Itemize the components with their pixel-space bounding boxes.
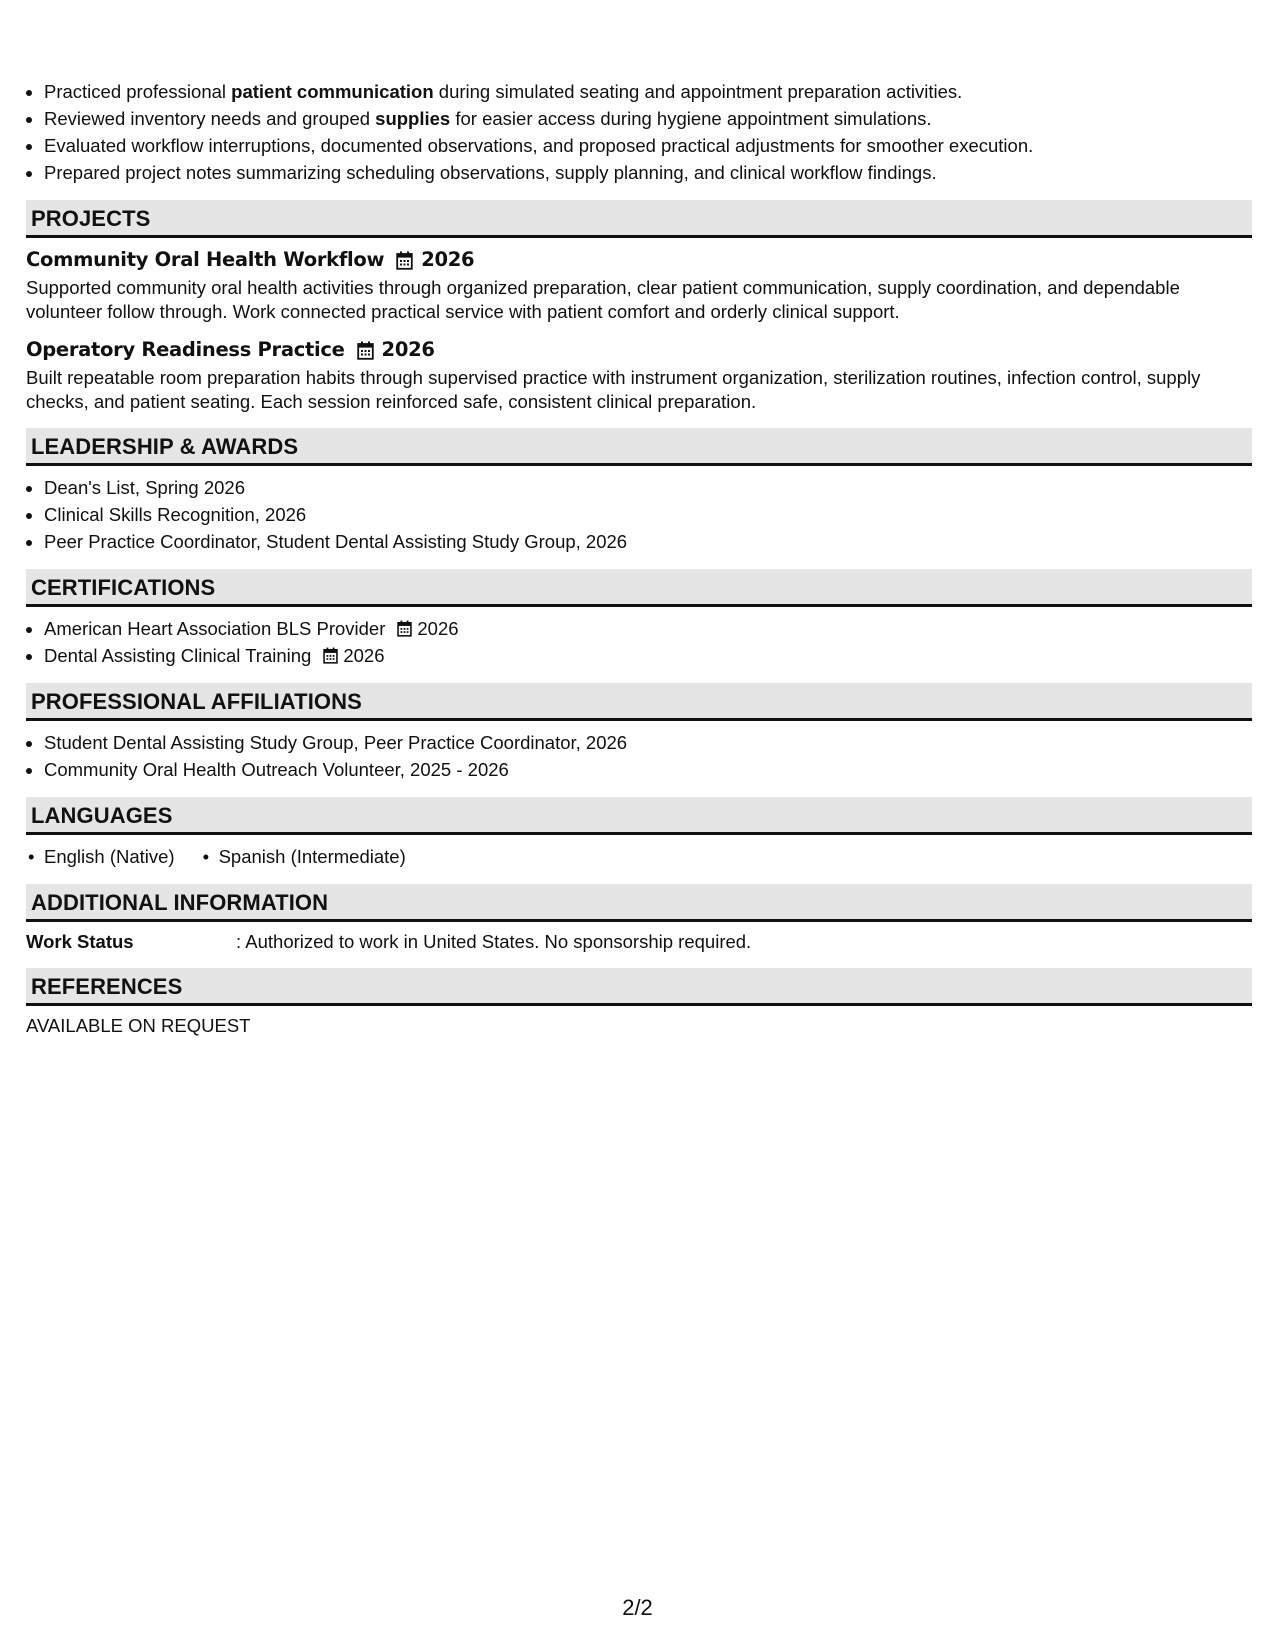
section-header-affiliations: PROFESSIONAL AFFILIATIONS bbox=[26, 683, 1252, 721]
section-header-projects: PROJECTS bbox=[26, 200, 1252, 238]
list-item: • American Heart Association BLS Provider 2026 bbox=[44, 615, 1252, 642]
resume-page bbox=[26, 78, 1252, 1038]
section-header-certifications: CERTIFICATIONS bbox=[26, 569, 1252, 607]
list-item: • Spanish (Intermediate) bbox=[201, 843, 406, 870]
list-item: • Evaluated workflow interruptions, documented observations, and proposed practical adjustments for smoother execution. bbox=[44, 132, 1252, 159]
list-item: • Dean's List, Spring 2026 bbox=[44, 474, 1252, 501]
languages-list bbox=[26, 843, 1252, 870]
project-description: Supported community oral health activities through organized preparation, clear patient communication, supply coordination, and dependable volunteer follow through. Work connected practical service with patient comfort and orderly clinical support. bbox=[26, 277, 1180, 322]
page-number: 2/2 bbox=[622, 1595, 653, 1620]
project-description: Built repeatable room preparation habits through supervised practice with instrument organization, sterilization routines, infection control, supply checks, and patient seating. Each session reinforced safe, consistent clinical preparation. bbox=[26, 367, 1201, 412]
work-status-row bbox=[26, 930, 1252, 954]
list-item: • Prepared project notes summarizing scheduling observations, supply planning, and clinical workflow findings. bbox=[44, 159, 1252, 186]
work-status-value: : Authorized to work in United States. No sponsorship required. bbox=[236, 931, 752, 952]
calendar-icon bbox=[357, 341, 374, 360]
certifications-list bbox=[26, 615, 1252, 669]
section-header-languages: LANGUAGES bbox=[26, 797, 1252, 835]
affiliations-list bbox=[26, 729, 1252, 783]
list-item: • Reviewed inventory needs and grouped supplies for easier access during hygiene appointment simulations. bbox=[44, 105, 1252, 132]
section-header-additional: ADDITIONAL INFORMATION bbox=[26, 884, 1252, 922]
experience-bullets bbox=[26, 78, 1252, 186]
list-item: • Community Oral Health Outreach Volunteer, 2025 - 2026 bbox=[44, 756, 1252, 783]
calendar-icon bbox=[396, 251, 413, 270]
references-text: AVAILABLE ON REQUEST bbox=[26, 1015, 251, 1036]
project-title: Operatory Readiness Practice 2026 bbox=[26, 338, 435, 361]
list-item: • English (Native) bbox=[26, 843, 175, 870]
list-item: • Peer Practice Coordinator, Student Dental Assisting Study Group, 2026 bbox=[44, 528, 1252, 555]
list-item: • Student Dental Assisting Study Group, Peer Practice Coordinator, 2026 bbox=[44, 729, 1252, 756]
calendar-icon bbox=[323, 647, 338, 664]
list-item: • Clinical Skills Recognition, 2026 bbox=[44, 501, 1252, 528]
calendar-icon bbox=[397, 620, 412, 637]
list-item: • Dental Assisting Clinical Training 2026 bbox=[44, 642, 1252, 669]
leadership-list bbox=[26, 474, 1252, 555]
section-header-leadership: LEADERSHIP & AWARDS bbox=[26, 428, 1252, 466]
list-item: • Practiced professional patient communication during simulated seating and appointment preparation activities. bbox=[44, 78, 1252, 105]
project-title: Community Oral Health Workflow 2026 bbox=[26, 248, 475, 271]
work-status-label: Work Status bbox=[26, 931, 134, 952]
section-header-references: REFERENCES bbox=[26, 968, 1252, 1006]
